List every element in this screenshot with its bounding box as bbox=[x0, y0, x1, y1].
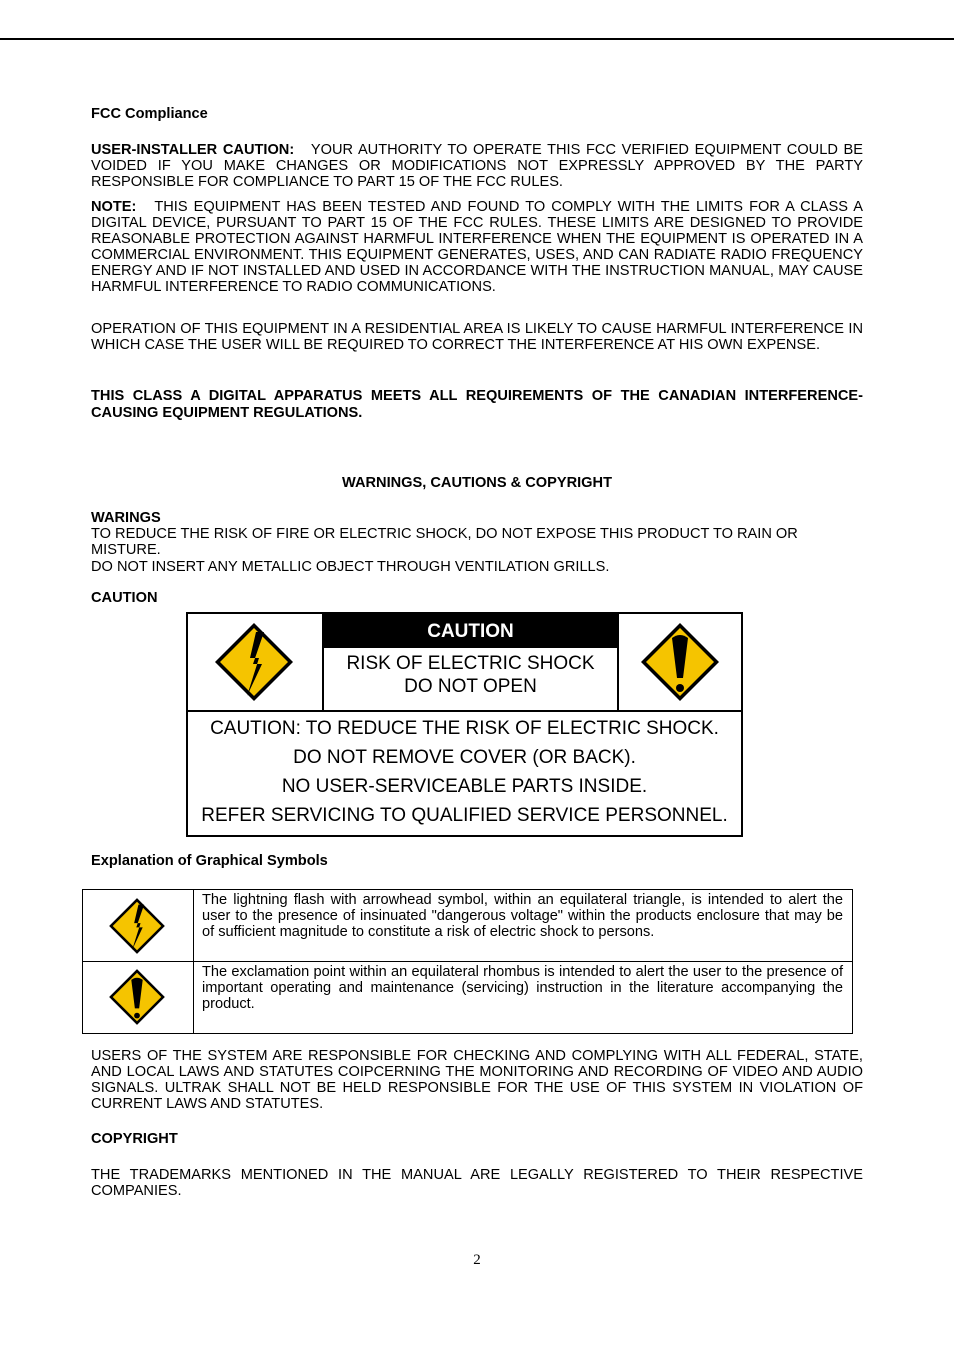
caution-label: CAUTION bbox=[91, 590, 158, 606]
page-number: 2 bbox=[473, 1252, 481, 1268]
note-text: THIS EQUIPMENT HAS BEEN TESTED AND FOUND TO COMPLY WITH THE LIMITS FOR A CLASS A DIGITAL DEVICE, PURSUANT TO PART 15 OF THE FCC RULES. THESE LIMITS ARE DESIGNED TO PROVIDE REASONABLE PROTECTION AGAINST HARMFUL INTERFERENCE WHEN THE EQUIPMENT IS OPERATED IN A COMMERCIAL ENVIRONMENT. THIS EQUIPMENT GENERATES, USES, AND CAN RADIATE RADIO FREQUENCY ENERGY AND IF NOT INSTALLED AND USED IN ACCORDANCE WITH THE INSTRUCTION MANUAL, MAY CAUSE HARMFUL INTERFERENCE TO RADIO COMMUNICATIONS. bbox=[91, 199, 863, 295]
caution-box-header: CAUTION bbox=[324, 614, 617, 648]
installer-caution-label: USER-INSTALLER CAUTION: bbox=[91, 142, 295, 158]
symbol-description: The lightning flash with arrowhead symbol, within an equilateral triangle, is intended to alert the user to the presence of insinuated "dangerous voltage" within the products enclosure that may be of sufficient magnitude to constitute a risk of electric shock to persons. bbox=[202, 892, 843, 940]
symbol-icon-cell bbox=[83, 890, 194, 961]
users-responsibility-paragraph: USERS OF THE SYSTEM ARE RESPONSIBLE FOR CHECKING AND COMPLYING WITH ALL FEDERAL, STATE, AND LOCAL LAWS AND STATUTES COIPCERNING THE MONITORING AND RECORDING OF VIDEO AND AUDIO SIGNALS. ULTRAK SHALL NOT BE HELD RESPONSIBLE FOR THE USE OF THIS SYSTEM IN VIOLATION OF CURRENT LAWS AND STATUTES. bbox=[91, 1048, 863, 1112]
table-row bbox=[83, 890, 852, 962]
caution-left-cell bbox=[188, 614, 324, 710]
symbols-table bbox=[82, 889, 853, 1034]
caution-line-2: DO NOT REMOVE COVER (OR BACK). bbox=[293, 747, 636, 768]
copyright-heading: COPYRIGHT bbox=[91, 1131, 178, 1147]
caution-line-4: REFER SERVICING TO QUALIFIED SERVICE PERSONNEL. bbox=[201, 805, 728, 826]
residential-paragraph: OPERATION OF THIS EQUIPMENT IN A RESIDENTIAL AREA IS LIKELY TO CAUSE HARMFUL INTERFERENCE IN WHICH CASE THE USER WILL BE REQUIRED TO CORRECT THE INTERFERENCE AT HIS OWN EXPENSE. bbox=[91, 321, 863, 353]
installer-caution-paragraph bbox=[91, 142, 863, 190]
caution-center-cell bbox=[324, 614, 619, 710]
caution-box bbox=[186, 612, 743, 837]
symbols-heading: Explanation of Graphical Symbols bbox=[91, 853, 328, 869]
fcc-heading: FCC Compliance bbox=[91, 106, 208, 122]
note-paragraph bbox=[91, 199, 863, 295]
caution-box-sub-1: RISK OF ELECTRIC SHOCK bbox=[346, 653, 595, 674]
caution-box-sub-2: DO NOT OPEN bbox=[404, 676, 537, 697]
caution-line-1: CAUTION: TO REDUCE THE RISK OF ELECTRIC SHOCK. bbox=[210, 718, 719, 739]
copyright-text: THE TRADEMARKS MENTIONED IN THE MANUAL ARE LEGALLY REGISTERED TO THEIR RESPECTIVE COMPANIES. bbox=[91, 1167, 863, 1199]
exclamation-warning-icon bbox=[638, 620, 722, 704]
lightning-warning-icon bbox=[212, 620, 296, 704]
top-rule bbox=[0, 38, 954, 40]
note-label: NOTE: bbox=[91, 199, 137, 215]
exclamation-warning-icon bbox=[107, 967, 167, 1027]
canadian-paragraph: THIS CLASS A DIGITAL APPARATUS MEETS ALL REQUIREMENTS OF THE CANADIAN INTERFERENCE-CAUSING EQUIPMENT REGULATIONS. bbox=[91, 388, 863, 421]
installer-caution-text: YOUR AUTHORITY TO OPERATE THIS FCC VERIFIED EQUIPMENT COULD BE VOIDED IF YOU MAKE CHANGES OR MODIFICATIONS NOT EXPRESSLY APPROVED BY THE PARTY RESPONSIBLE FOR COMPLIANCE TO PART 15 OF THE FCC RULES. bbox=[91, 142, 863, 190]
table-row bbox=[83, 962, 852, 1033]
symbol-icon-cell bbox=[83, 962, 194, 1033]
warings-label: WARINGS bbox=[91, 510, 161, 526]
caution-line-3: NO USER-SERVICEABLE PARTS INSIDE. bbox=[281, 776, 648, 797]
caution-box-subtitle bbox=[324, 652, 617, 698]
lightning-warning-icon bbox=[107, 896, 167, 956]
caution-right-cell bbox=[619, 614, 741, 710]
symbol-description: The exclamation point within an equilateral rhombus is intended to alert the user to the presence of important operating and maintenance (servicing) instruction in the literature accompanying the product. bbox=[202, 964, 843, 1012]
warnings-title: WARNINGS, CAUTIONS & COPYRIGHT bbox=[342, 475, 612, 491]
warning-line-2: DO NOT INSERT ANY METALLIC OBJECT THROUGH VENTILATION GRILLS. bbox=[91, 559, 610, 575]
caution-box-instructions bbox=[188, 714, 741, 830]
caution-box-top bbox=[188, 614, 741, 712]
warning-line-1: TO REDUCE THE RISK OF FIRE OR ELECTRIC SHOCK, DO NOT EXPOSE THIS PRODUCT TO RAIN OR MISTURE. bbox=[91, 526, 798, 558]
